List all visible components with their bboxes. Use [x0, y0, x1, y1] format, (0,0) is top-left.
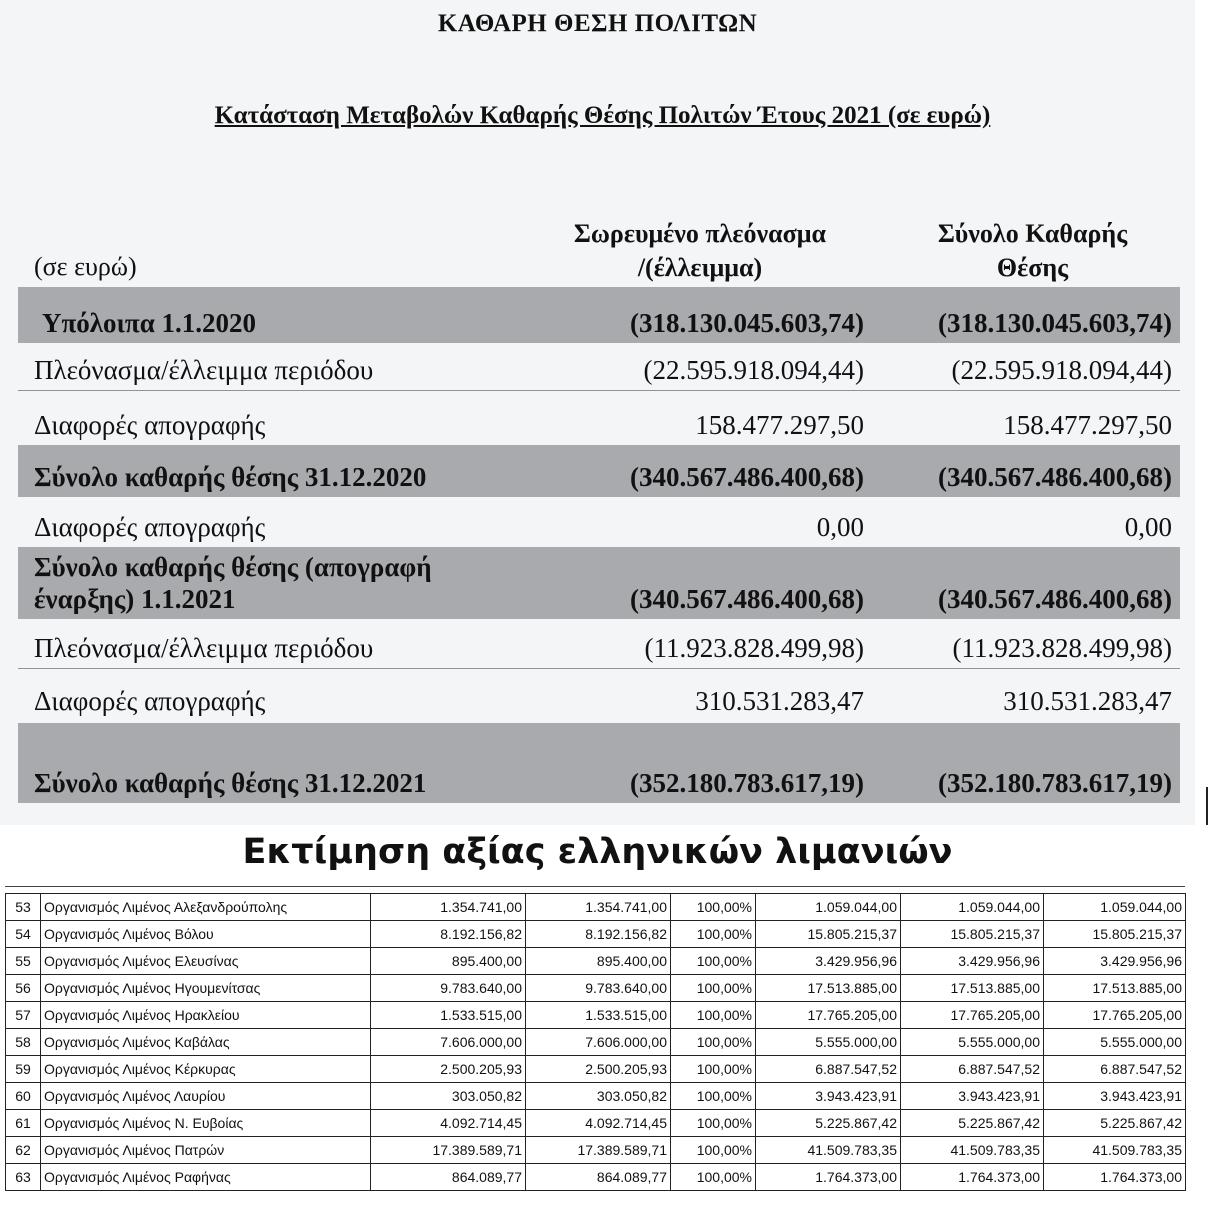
ports-table [5, 893, 1186, 1191]
port-value-c: 5.555.000,00 [756, 1029, 901, 1056]
port-value-e: 41.509.783,35 [1044, 1137, 1186, 1164]
port-percentage: 100,00% [671, 921, 756, 948]
row-label-line: Σύνολο καθαρής θέσης (απογραφή [34, 552, 432, 582]
statement-row [18, 669, 1180, 721]
port-value-d: 6.887.547,52 [901, 1056, 1044, 1083]
port-value-a: 2.500.205,93 [371, 1056, 526, 1083]
port-name: Οργανισμός Λιμένος Λαυρίου [41, 1083, 371, 1110]
port-value-a: 1.533.515,00 [371, 1002, 526, 1029]
table-row [6, 1164, 1186, 1191]
port-value-c: 15.805.215,37 [756, 921, 901, 948]
port-number: 58 [6, 1029, 41, 1056]
port-value-b: 864.089,77 [526, 1164, 671, 1191]
port-name: Οργανισμός Λιμένος Κέρκυρας [41, 1056, 371, 1083]
port-value-c: 1.059.044,00 [756, 894, 901, 921]
port-value-e: 3.429.956,96 [1044, 948, 1186, 975]
statement-row [18, 723, 1180, 803]
port-name: Οργανισμός Λιμένος Ελευσίνας [41, 948, 371, 975]
port-value-e: 1.059.044,00 [1044, 894, 1186, 921]
port-percentage: 100,00% [671, 1029, 756, 1056]
port-value-d: 17.765.205,00 [901, 1002, 1044, 1029]
units-header: (σε ευρώ) [34, 252, 137, 281]
row-label: Διαφορές απογραφής [34, 512, 266, 542]
col-header-total-net-position [895, 217, 1170, 285]
row-value-total: 158.477.297,50 [1003, 410, 1172, 440]
port-value-a: 1.354.741,00 [371, 894, 526, 921]
port-number: 62 [6, 1137, 41, 1164]
table-row [6, 975, 1186, 1002]
port-value-c: 17.513.885,00 [756, 975, 901, 1002]
row-value-total: (340.567.486.400,68) [938, 584, 1172, 614]
row-value-accumulated: 158.477.297,50 [695, 410, 864, 440]
port-number: 63 [6, 1164, 41, 1191]
port-number: 59 [6, 1056, 41, 1083]
port-value-d: 5.555.000,00 [901, 1029, 1044, 1056]
port-name: Οργανισμός Λιμένος Καβάλας [41, 1029, 371, 1056]
row-label: Πλεόνασμα/έλλειμμα περιόδου [34, 355, 374, 385]
port-value-a: 864.089,77 [371, 1164, 526, 1191]
edge-mark [1206, 787, 1208, 825]
port-value-d: 1.764.373,00 [901, 1164, 1044, 1191]
port-value-b: 7.606.000,00 [526, 1029, 671, 1056]
port-value-a: 4.092.714,45 [371, 1110, 526, 1137]
col-header-line: Σωρευμένο πλεόνασμα [573, 219, 827, 248]
port-value-b: 8.192.156,82 [526, 921, 671, 948]
port-value-b: 9.783.640,00 [526, 975, 671, 1002]
port-value-c: 1.764.373,00 [756, 1164, 901, 1191]
port-value-a: 303.050,82 [371, 1083, 526, 1110]
col-header-line: Σύνολο Καθαρής [937, 219, 1128, 248]
port-value-c: 5.225.867,42 [756, 1110, 901, 1137]
port-value-b: 895.400,00 [526, 948, 671, 975]
document-title: ΚΑΘΑΡΗ ΘΕΣΗ ΠΟΛΙΤΩΝ [437, 10, 758, 37]
port-value-c: 17.765.205,00 [756, 1002, 901, 1029]
document-subtitle: Κατάσταση Μεταβολών Καθαρής Θέσης Πολιτών Έτους 2021 (σε ευρώ) [214, 102, 991, 129]
port-value-d: 15.805.215,37 [901, 921, 1044, 948]
row-label: Υπόλοιπα 1.1.2020 [42, 308, 257, 338]
port-percentage: 100,00% [671, 1056, 756, 1083]
row-label: Σύνολο καθαρής θέσης 31.12.2021 [34, 768, 427, 798]
port-value-c: 41.509.783,35 [756, 1137, 901, 1164]
port-value-d: 1.059.044,00 [901, 894, 1044, 921]
row-label: Σύνολο καθαρής θέσης 31.12.2020 [34, 462, 427, 492]
port-value-b: 1.533.515,00 [526, 1002, 671, 1029]
table-row [6, 1029, 1186, 1056]
port-value-a: 8.192.156,82 [371, 921, 526, 948]
port-name: Οργανισμός Λιμένος Ραφήνας [41, 1164, 371, 1191]
port-name: Οργανισμός Λιμένος Βόλου [41, 921, 371, 948]
statement-row [18, 497, 1180, 547]
port-value-d: 41.509.783,35 [901, 1137, 1044, 1164]
statement-row [18, 343, 1180, 391]
port-value-a: 7.606.000,00 [371, 1029, 526, 1056]
port-percentage: 100,00% [671, 975, 756, 1002]
port-number: 53 [6, 894, 41, 921]
port-percentage: 100,00% [671, 948, 756, 975]
row-value-total: 0,00 [1124, 512, 1172, 542]
row-value-accumulated: (11.923.828.499,98) [644, 633, 864, 663]
port-number: 61 [6, 1110, 41, 1137]
port-name: Οργανισμός Λιμένος Ηγουμενίτσας [41, 975, 371, 1002]
row-value-total: (318.130.045.603,74) [938, 308, 1172, 338]
statement-row [18, 547, 1180, 619]
row-value-accumulated: (340.567.486.400,68) [630, 462, 864, 492]
port-percentage: 100,00% [671, 894, 756, 921]
port-value-d: 17.513.885,00 [901, 975, 1044, 1002]
port-value-d: 5.225.867,42 [901, 1110, 1044, 1137]
row-label: Πλεόνασμα/έλλειμμα περιόδου [34, 633, 374, 663]
statement-row [18, 287, 1180, 343]
port-name: Οργανισμός Λιμένος Αλεξανδρούπολης [41, 894, 371, 921]
port-percentage: 100,00% [671, 1002, 756, 1029]
table-row [6, 948, 1186, 975]
port-percentage: 100,00% [671, 1137, 756, 1164]
port-name: Οργανισμός Λιμένος Ηρακλείου [41, 1002, 371, 1029]
statement-row [18, 391, 1180, 445]
row-label [34, 551, 432, 615]
col-header-line: Θέσης [996, 253, 1069, 282]
table-row [6, 1137, 1186, 1164]
table-row [6, 1002, 1186, 1029]
port-value-c: 3.943.423,91 [756, 1083, 901, 1110]
table-top-rule [5, 886, 1185, 887]
port-value-d: 3.943.423,91 [901, 1083, 1044, 1110]
port-number: 54 [6, 921, 41, 948]
port-value-d: 3.429.956,96 [901, 948, 1044, 975]
port-value-a: 17.389.589,71 [371, 1137, 526, 1164]
port-value-b: 2.500.205,93 [526, 1056, 671, 1083]
port-value-a: 9.783.640,00 [371, 975, 526, 1002]
port-value-c: 6.887.547,52 [756, 1056, 901, 1083]
port-value-b: 303.050,82 [526, 1083, 671, 1110]
ports-heading: Εκτίμηση αξίας ελληνικών λιμανιών [242, 832, 953, 872]
row-value-total: (340.567.486.400,68) [938, 462, 1172, 492]
row-label: Διαφορές απογραφής [34, 686, 266, 716]
row-value-total: (11.923.828.499,98) [952, 633, 1172, 663]
table-row [6, 894, 1186, 921]
port-value-e: 17.765.205,00 [1044, 1002, 1186, 1029]
port-number: 55 [6, 948, 41, 975]
table-row [6, 921, 1186, 948]
port-name: Οργανισμός Λιμένος Πατρών [41, 1137, 371, 1164]
port-value-e: 15.805.215,37 [1044, 921, 1186, 948]
row-value-total: (22.595.918.094,44) [951, 355, 1172, 385]
port-value-e: 5.555.000,00 [1044, 1029, 1186, 1056]
port-value-e: 6.887.547,52 [1044, 1056, 1186, 1083]
row-value-accumulated: 0,00 [816, 512, 864, 542]
port-value-e: 3.943.423,91 [1044, 1083, 1186, 1110]
port-value-b: 4.092.714,45 [526, 1110, 671, 1137]
port-percentage: 100,00% [671, 1083, 756, 1110]
row-value-total: (352.180.783.617,19) [938, 768, 1172, 798]
port-value-a: 895.400,00 [371, 948, 526, 975]
port-value-e: 5.225.867,42 [1044, 1110, 1186, 1137]
port-name: Οργανισμός Λιμένος Ν. Ευβοίας [41, 1110, 371, 1137]
port-percentage: 100,00% [671, 1110, 756, 1137]
col-header-line: /(έλλειμμα) [637, 253, 763, 282]
port-percentage: 100,00% [671, 1164, 756, 1191]
table-row [6, 1110, 1186, 1137]
statement-row [18, 619, 1180, 669]
port-value-e: 1.764.373,00 [1044, 1164, 1186, 1191]
row-value-accumulated: (352.180.783.617,19) [630, 768, 864, 798]
port-number: 60 [6, 1083, 41, 1110]
row-value-accumulated: 310.531.283,47 [695, 686, 864, 716]
port-value-e: 17.513.885,00 [1044, 975, 1186, 1002]
statement-row [18, 445, 1180, 497]
col-header-accumulated-surplus [535, 217, 865, 285]
table-row [6, 1083, 1186, 1110]
port-value-c: 3.429.956,96 [756, 948, 901, 975]
row-label: Διαφορές απογραφής [34, 410, 266, 440]
row-label-line: έναρξης) 1.1.2021 [34, 584, 236, 614]
row-value-accumulated: (318.130.045.603,74) [630, 308, 864, 338]
port-number: 57 [6, 1002, 41, 1029]
row-value-accumulated: (22.595.918.094,44) [643, 355, 864, 385]
row-value-accumulated: (340.567.486.400,68) [630, 584, 864, 614]
row-value-total: 310.531.283,47 [1003, 686, 1172, 716]
port-value-b: 1.354.741,00 [526, 894, 671, 921]
port-value-b: 17.389.589,71 [526, 1137, 671, 1164]
table-row [6, 1056, 1186, 1083]
port-number: 56 [6, 975, 41, 1002]
